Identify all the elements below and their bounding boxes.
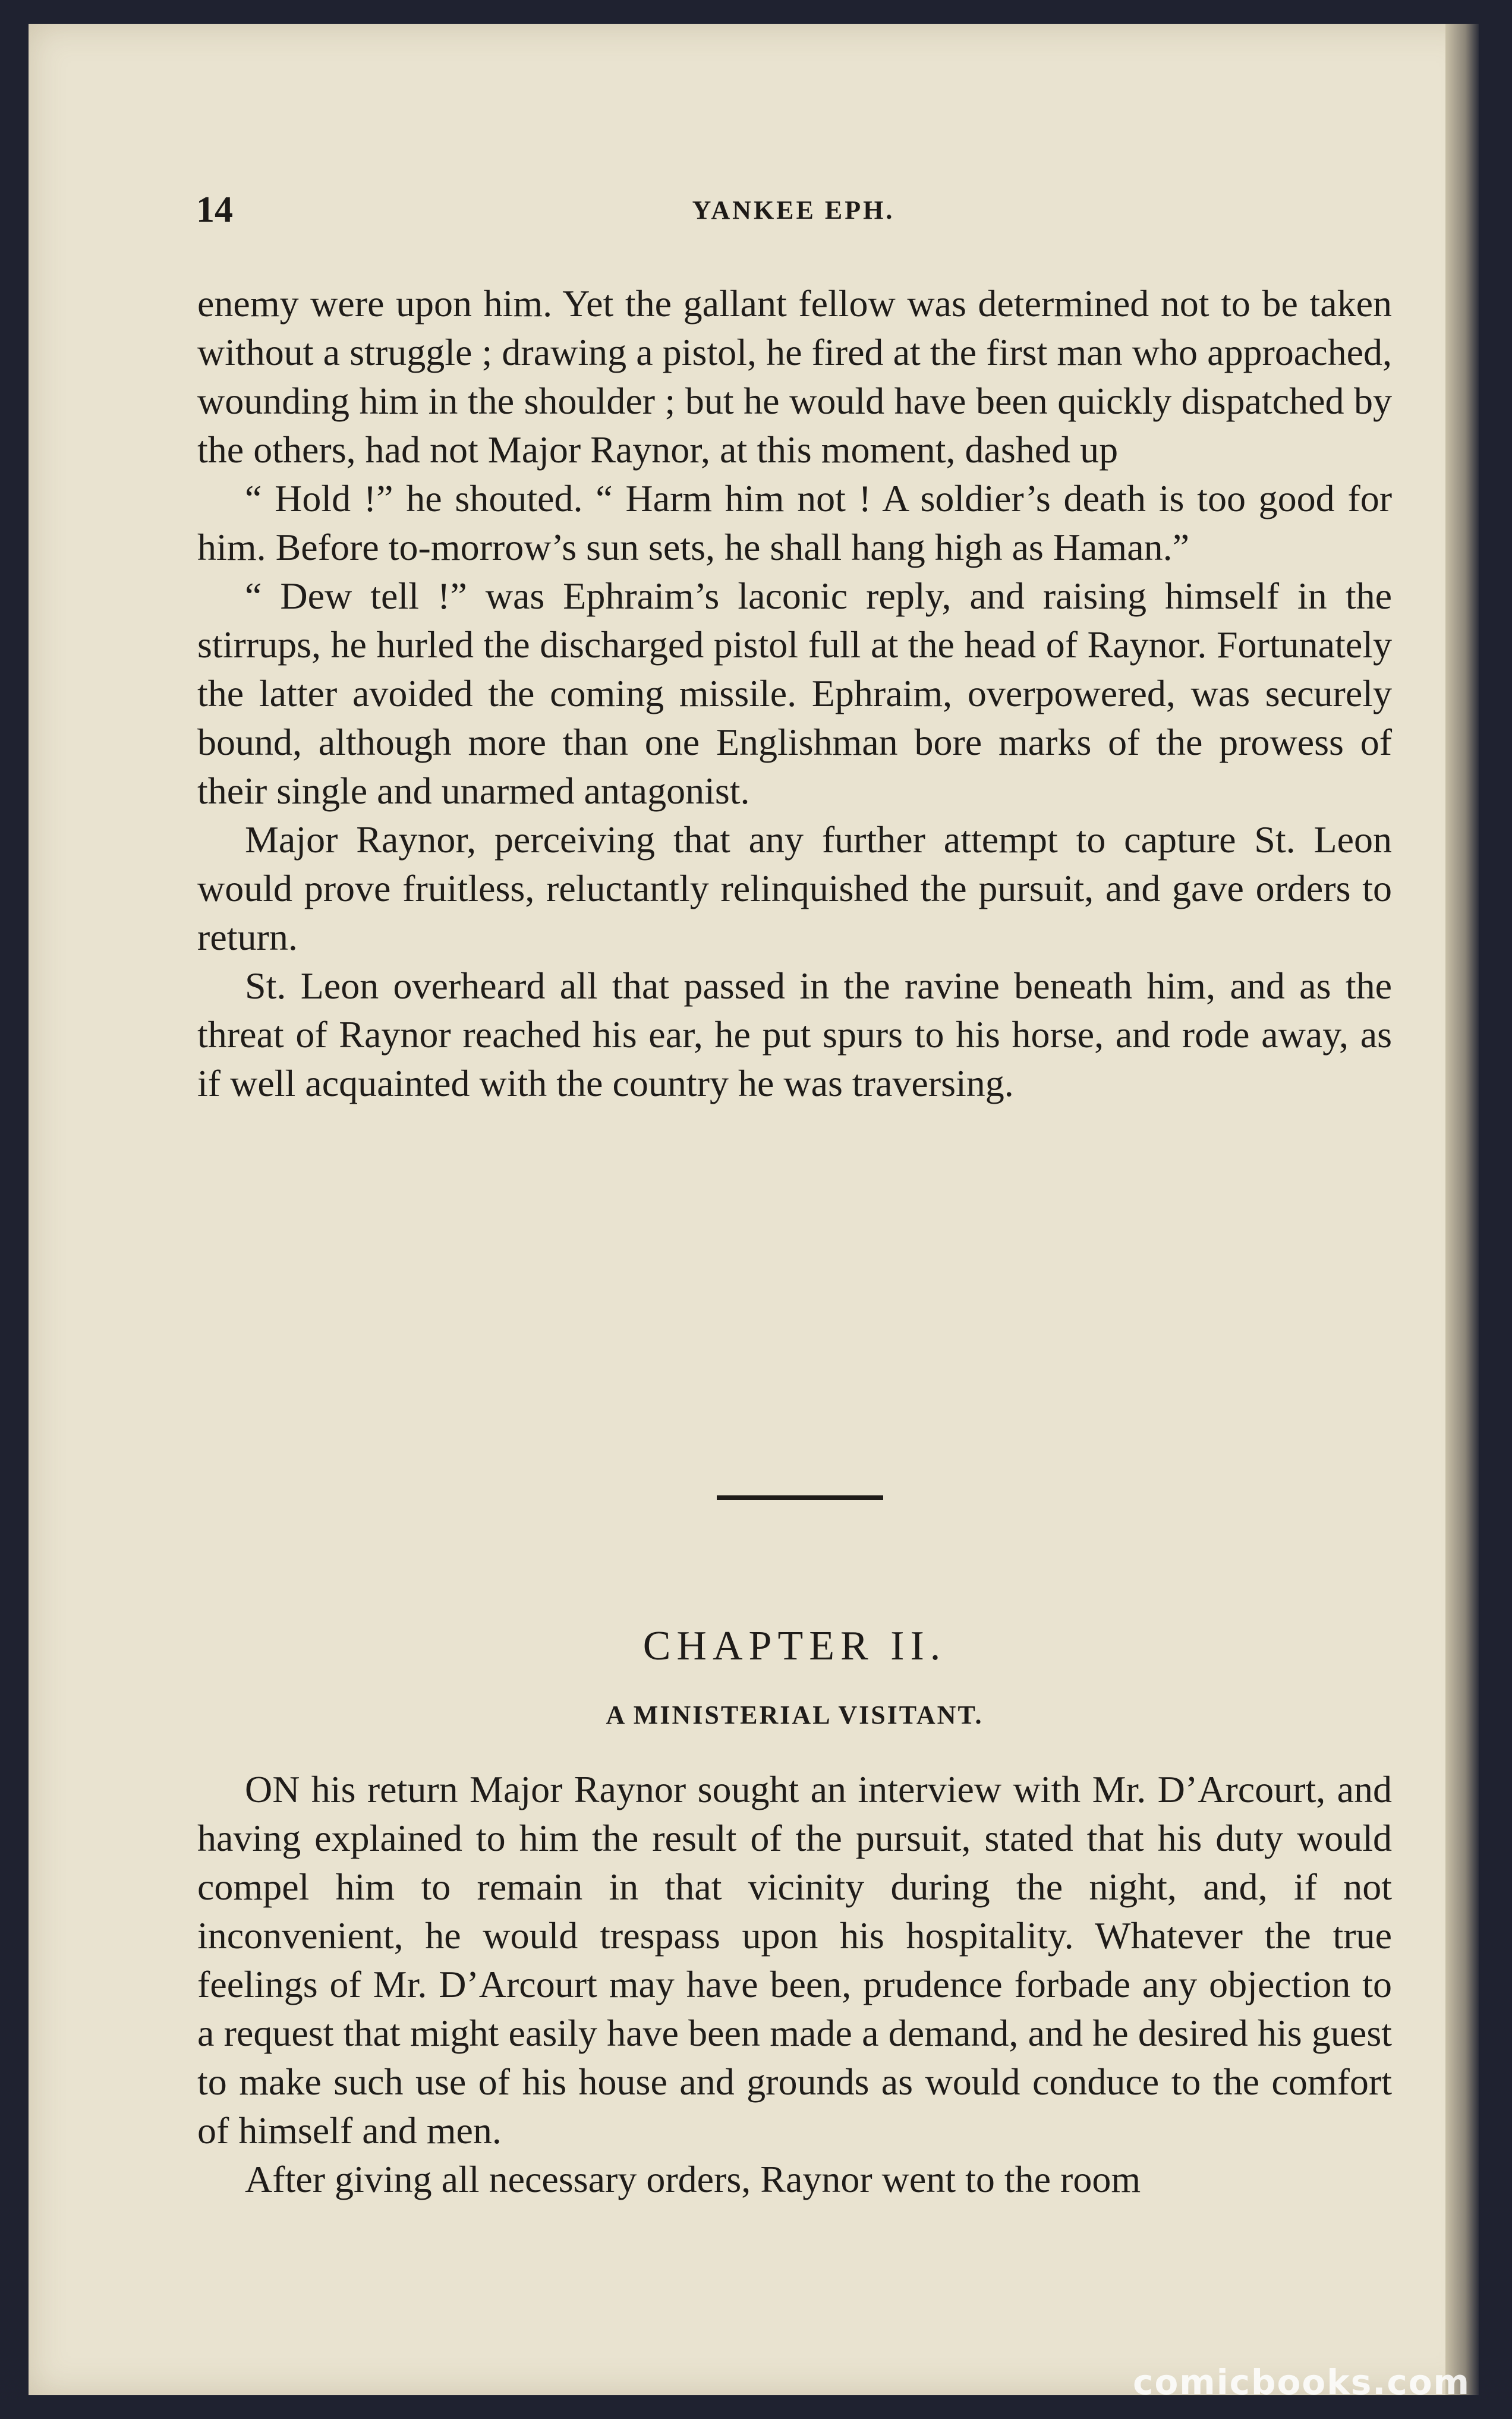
paragraph: “ Dew tell !” was Ephraim’s laconic reply, and raising himself in the stirrups, he hurled the discharged pistol full at the head of Raynor. Fortunately the latter avoided the coming missile. Ephraim, overpowered, was securely bound, although more than one Englishman bore marks of the prowess of their single and unarmed antagonist. [197, 575, 1392, 812]
chapter-subtitle: A MINISTERIAL VISITANT. [606, 1700, 984, 1730]
paragraph: “ Hold !” he shouted. “ Harm him not ! A soldier’s death is too good for him. Before to-morrow’s sun sets, he shall hang high as Haman.” [197, 477, 1392, 568]
text-block-chapter [197, 1765, 1392, 2204]
section-divider [717, 1495, 883, 1500]
paragraph: After giving all necessary orders, Raynor went to the room [245, 2158, 1141, 2200]
page-number: 14 [196, 190, 233, 230]
paragraph: Major Raynor, perceiving that any further attempt to capture St. Leon would prove fruitless, reluctantly relinquished the pursuit, and gave orders to return. [197, 818, 1392, 958]
book-spine [1445, 24, 1479, 2395]
chapter-title: CHAPTER II. [642, 1623, 947, 1669]
running-head: YANKEE EPH. [692, 196, 895, 225]
page-header [196, 189, 1391, 242]
paragraph: enemy were upon him. Yet the gallant fellow was determined not to be taken without a struggle ; drawing a pistol, he fired at the first man who approached, wounding him in the shoulder ; but he would have been quickly dispatched by the others, had not Major Raynor, at this moment, dashed up [197, 282, 1392, 471]
book-page [29, 24, 1479, 2395]
paragraph: ON his return Major Raynor sought an interview with Mr. D’Arcourt, and having explained to him the result of the pursuit, stated that his duty would compel him to remain in that vicinity during the night, and, if not inconvenient, he would trespass upon his hospitality. Whatever the true feelings of Mr. D’Arcourt may have been, prudence forbade any objection to a request that might easily have been made a demand, and he desired his guest to make such use of his house and grounds as would conduce to the comfort of himself and men. [197, 1768, 1392, 2152]
paragraph: St. Leon overheard all that passed in the ravine beneath him, and as the threat of Raynor reached his ear, he put spurs to his horse, and rode away, as if well acquainted with the country he was traversing. [197, 965, 1392, 1104]
text-block-before-chapter [197, 279, 1392, 1108]
watermark: comicbooks.com [1133, 2362, 1470, 2402]
